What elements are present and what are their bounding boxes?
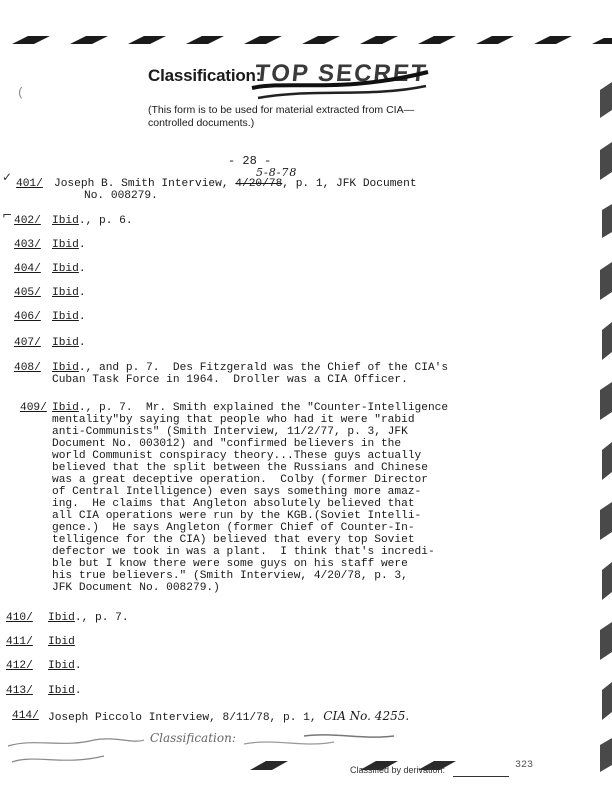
footnote-text: all CIA operations were run by the KGB.(Soviet Intelli- <box>52 510 422 522</box>
footnote-text: mentality"by saying that people who had it were "rabid <box>52 414 415 426</box>
footnote-text: ing. He claims that Angleton absolutely believed that <box>52 498 415 510</box>
handwritten-date: 5-8-78 <box>256 166 298 179</box>
footnote-number: 401/ <box>16 178 43 190</box>
footnote-number: 412/ <box>6 660 33 672</box>
footnote-text: Ibid. <box>52 311 86 323</box>
ibid: Ibid <box>52 215 79 227</box>
footnote-text: Ibid. <box>48 685 82 697</box>
footnote-text: No. 008279. <box>84 190 158 202</box>
ibid: Ibid <box>52 239 79 251</box>
footer-scribble <box>4 730 424 770</box>
footnote-number: 410/ <box>6 612 33 624</box>
footnote-number: 408/ <box>14 362 41 374</box>
footnote-number: 402/ <box>14 215 41 227</box>
footnote-text: was a great deceptive operation. Colby (former Director <box>52 474 428 486</box>
ibid: Ibid <box>48 636 75 648</box>
footnote-text: gence.) He says Angleton (former Chief of Counter-In- <box>52 522 415 534</box>
footnote-text: Cuban Task Force in 1964. Droller was a CIA Officer. <box>52 374 408 386</box>
stamp-strikeout <box>250 58 430 108</box>
right-hatched-border <box>552 60 612 780</box>
footnote-text <box>48 636 75 648</box>
footnote-text: Ibid., p. 6. <box>52 215 133 227</box>
ibid: Ibid <box>48 612 75 624</box>
check-mark: ✓ <box>2 170 13 184</box>
footnote-number: 406/ <box>14 311 41 323</box>
footnote-text: anti-Communists" (Smith Interview, 11/2/77, p. 3, JFK <box>52 426 408 438</box>
page-code: 323 <box>515 760 534 771</box>
classified-by-derivation: Classified by derivation: <box>350 765 446 775</box>
classification-label: Classification: <box>148 66 262 85</box>
ibid: Ibid <box>52 263 79 275</box>
ibid: Ibid <box>52 402 79 414</box>
footnote-text: believed that the split between the Russians and Chinese <box>52 462 428 474</box>
top-hatched-border <box>0 34 612 46</box>
footnote-text: Joseph Piccolo Interview, 8/11/78, p. 1, CIA No. 4255. <box>48 709 410 724</box>
page-number: - 28 - <box>228 154 272 168</box>
footnote-number: 411/ <box>6 636 33 648</box>
footnote-text: Document No. 003012) and "confirmed believers in the <box>52 438 402 450</box>
footnote-text: ble but I know there were some guys on his staff were <box>52 558 408 570</box>
derivation-line <box>453 776 509 777</box>
footnote-text: Ibid. <box>48 660 82 672</box>
tick-mark: ⌐ <box>2 208 13 222</box>
footnote-text: Ibid. <box>52 337 86 349</box>
footnote-number: 409/ <box>20 402 47 414</box>
ibid: Ibid <box>52 362 79 374</box>
footnote-text: Ibid., and p. 7. Des Fitzgerald was the Chief of the CIA's <box>52 362 449 374</box>
ibid: Ibid <box>52 337 79 349</box>
footer-classification-label: Classification: <box>150 731 236 745</box>
ibid: Ibid <box>52 287 79 299</box>
footnote-text: defector we took in was a plant. I think that's incredi- <box>52 546 435 558</box>
footnote-number: 404/ <box>14 263 41 275</box>
footnote-text: world Communist conspiracy theory...These guys actually <box>52 450 422 462</box>
footnote-text: of Central Intelligence) even says something more amaz- <box>52 486 422 498</box>
ibid: Ibid <box>48 685 75 697</box>
footnote-number: 413/ <box>6 685 33 697</box>
classification-stamp: TOP SECRET <box>253 60 429 87</box>
ibid: Ibid <box>52 311 79 323</box>
footnote-text: telligence for the CIA) believed that every top Soviet <box>52 534 415 546</box>
footnote-number: 405/ <box>14 287 41 299</box>
margin-mark: ( <box>17 86 25 100</box>
footnote-text: Ibid., p. 7. <box>48 612 129 624</box>
footnote-text: Ibid. <box>52 287 86 299</box>
footnote-number: 414/ <box>12 710 39 722</box>
footnote-text: Joseph B. Smith Interview, 4/20/78, p. 1, JFK Document <box>54 178 417 190</box>
footnote-text: Ibid., p. 7. Mr. Smith explained the "Counter-Intelligence <box>52 402 449 414</box>
footnote-text: Ibid. <box>52 263 86 275</box>
footnote-text: his true believers." (Smith Interview, 4/20/78, p. 3, <box>52 570 408 582</box>
footnote-text: JFK Document No. 008279.) <box>52 582 220 594</box>
ibid: Ibid <box>48 660 75 672</box>
footnote-number: 407/ <box>14 337 41 349</box>
form-usage-note: (This form is to be used for material extracted from CIA—controlled documents.) <box>148 104 415 129</box>
footnote-number: 403/ <box>14 239 41 251</box>
footnote-text: Ibid. <box>52 239 86 251</box>
handwritten-document-number: CIA No. 4255. <box>323 709 410 723</box>
